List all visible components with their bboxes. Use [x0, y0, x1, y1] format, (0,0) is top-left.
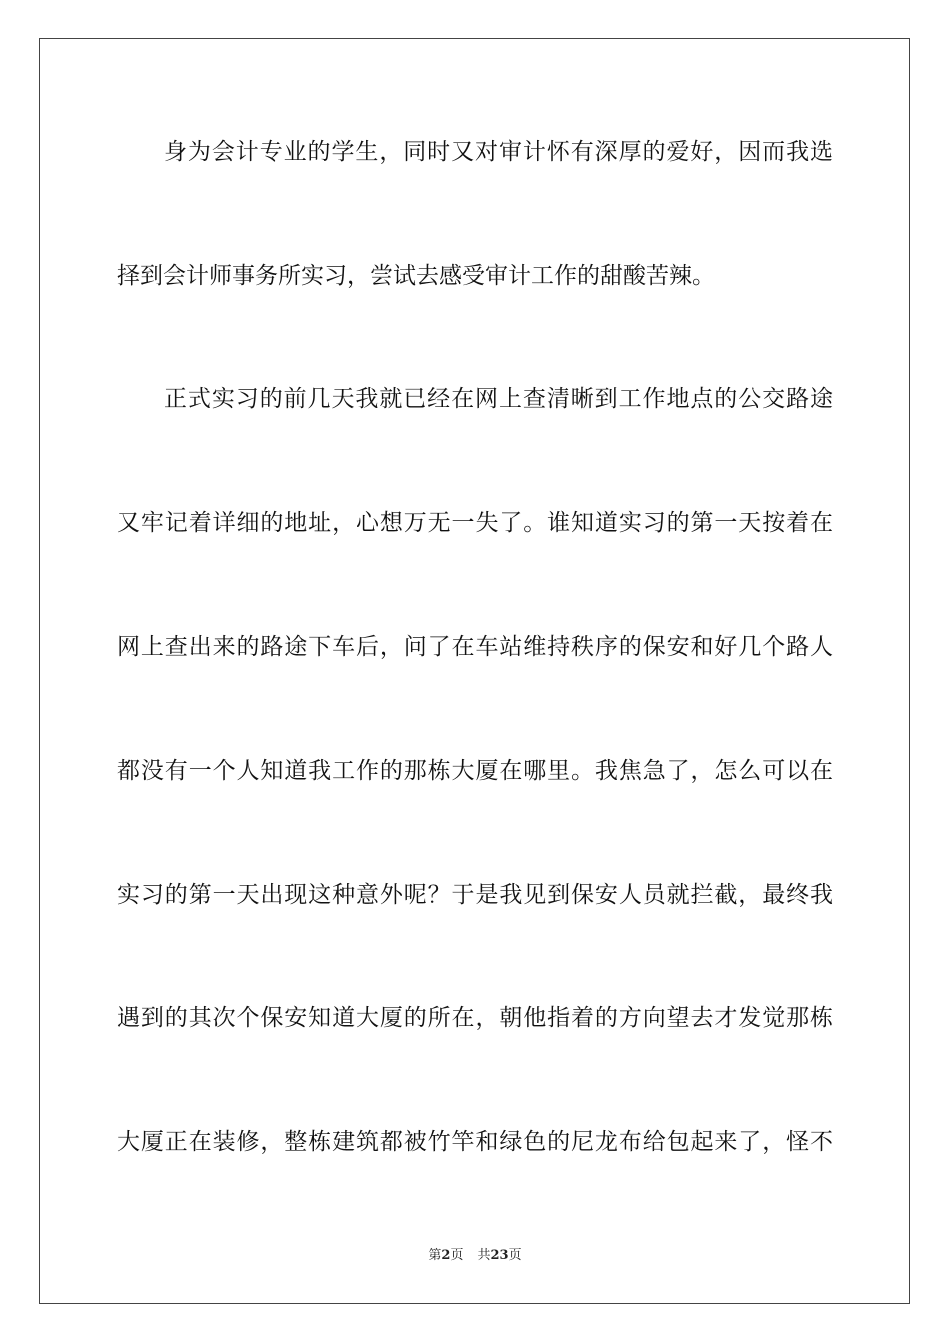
footer-total-prefix: 共 [477, 1248, 491, 1263]
footer-page-suffix: 页 [450, 1248, 464, 1263]
text-line-2: 择到会计师事务所实习，尝试去感受审计工作的甜酸苦辣。 [117, 263, 715, 289]
text-line-3: 正式实习的前几天我就已经在网上查清晰到工作地点的公交路途 [164, 386, 833, 412]
text-line-8: 遇到的其次个保安知道大厦的所在，朝他指着的方向望去才发觉那栋 [117, 1005, 833, 1031]
text-line-1: 身为会计专业的学生，同时又对审计怀有深厚的爱好，因而我选 [164, 139, 833, 165]
footer-page-number: 2 [441, 1248, 451, 1263]
page-footer [0, 1246, 950, 1266]
footer-total-pages: 23 [490, 1248, 509, 1263]
page-border [39, 38, 910, 1304]
text-line-5: 网上查出来的路途下车后，问了在车站维持秩序的保安和好几个路人 [117, 634, 833, 660]
text-line-7: 实习的第一天出现这种意外呢？于是我见到保安人员就拦截，最终我 [117, 882, 833, 908]
text-line-9: 大厦正在装修，整栋建筑都被竹竿和绿色的尼龙布给包起来了，怪不 [117, 1129, 833, 1155]
footer-total-suffix: 页 [508, 1248, 522, 1263]
footer-page-prefix: 第 [428, 1248, 442, 1263]
text-line-6: 都没有一个人知道我工作的那栋大厦在哪里。我焦急了，怎么可以在 [117, 758, 833, 784]
text-line-4: 又牢记着详细的地址，心想万无一失了。谁知道实习的第一天按着在 [117, 510, 833, 536]
